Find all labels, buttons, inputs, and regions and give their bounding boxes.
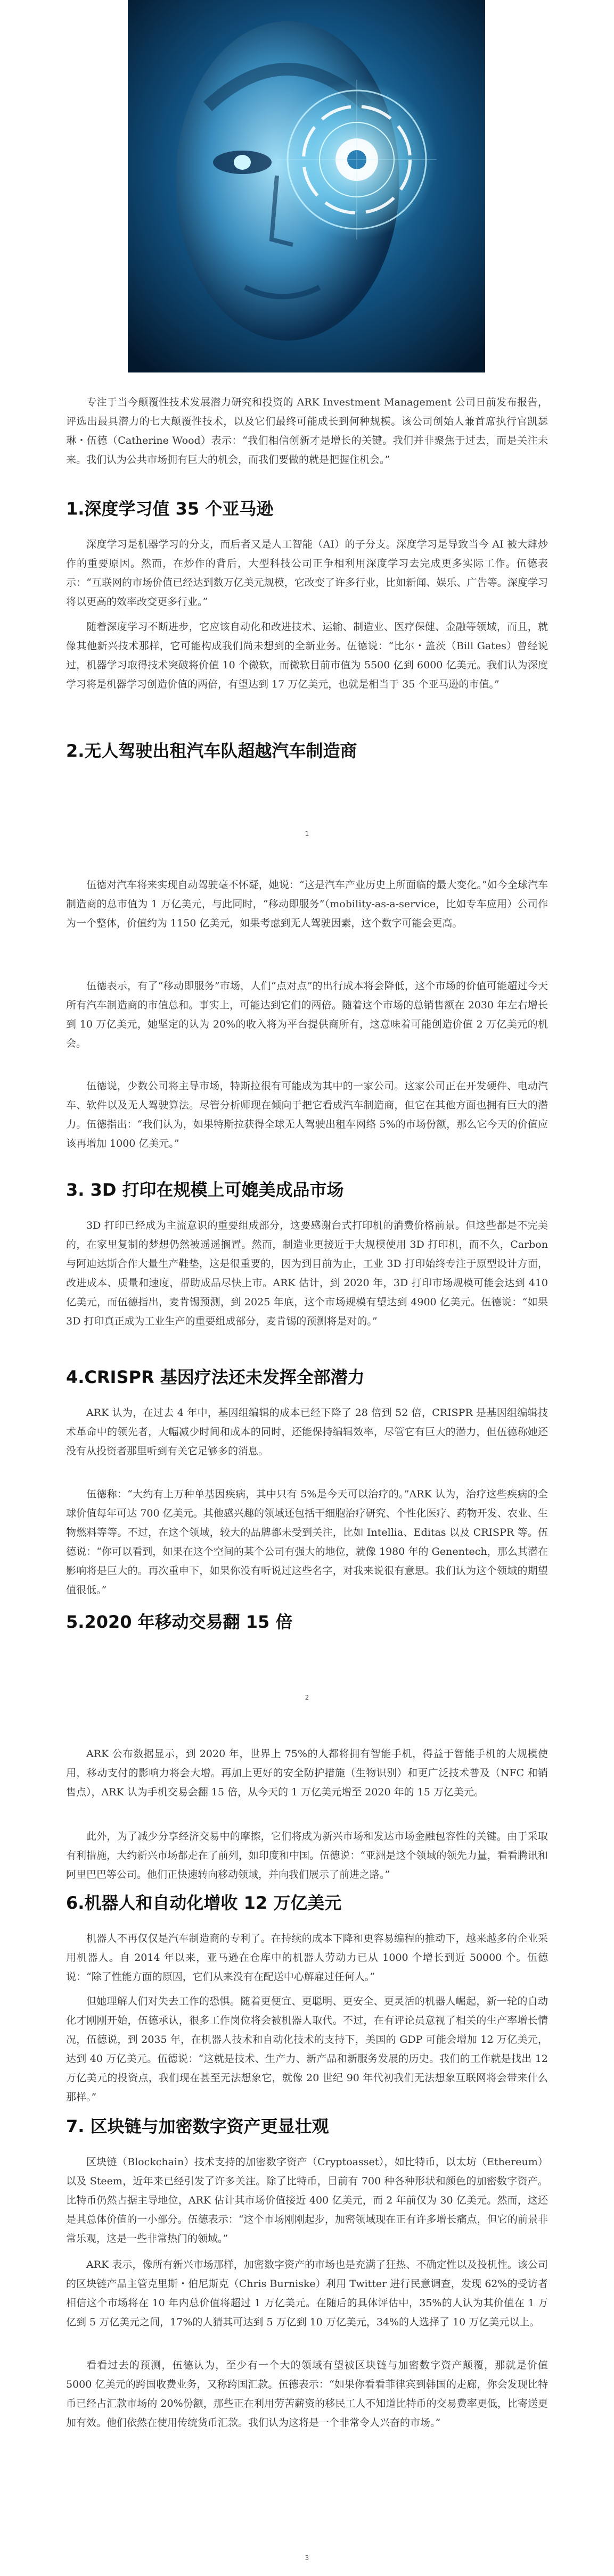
- section-6-paragraph-1: 机器人不再仅仅是汽车制造商的专利了。在持续的成本下降和更容易编程的推动下，越来越多的企业采用机器人。自 2014 年以来，亚马逊在仓库中的机器人劳动力已从 1000 个增长到近 50000 个。伍德说：“除了性能方面的原因，它们从来没有在配送中心解雇过任何人。”: [66, 1933, 548, 1983]
- section-7-paragraph-3: 看看过去的预测，伍德认为，至少有一个大的领域有望被区块链与加密数字资产颠覆，那就是价值 5000 亿美元的跨国收费业务，又称跨国汇款。伍德表示：“如果你看看菲律宾到韩国的走廊，你会发现比特币已经占汇款市场的 20%份额，那些正在利用劳苦薪资的移民工人不知道比特币的交易费率更低，比寄送更加有效。他们依然在使用传统货币汇款。我们认为这将是一个非常令人兴奋的市场。”: [66, 2359, 548, 2429]
- intro-paragraph: 专注于当今颠覆性技术发展潜力研究和投资的 ARK Investment Management 公司日前发布报告，评选出最具潜力的七大颠覆性技术，以及它们最终可能成长到何种规模。该公司创始人兼首席执行官凯瑟琳・伍德（Catherine Wood）表示：“我们相信创新才是增长的关键。我们并非聚焦于过去，而是关注未来。我们认为公共市场拥有巨大的机会，而我们要做的就是把握住机会。”: [66, 396, 548, 466]
- section-3-heading: 3. 3D 打印在规模上可媲美成品市场: [66, 1180, 344, 1200]
- section-7-paragraph-2: ARK 表示，像所有新兴市场那样，加密数字资产的市场也是充满了狂热、不确定性以及投机性。该公司的区块链产品主管克里斯・伯尼斯克（Chris Burniske）利用 Twitter 进行民意调查，发现 62%的受访者相信这个市场将在 10 年内总价值将超过 1 万亿美元。在随后的具体评估中，35%的人认为其价值在 1 万亿到 5 万亿美元之间，17%的人猜其可达到 5 万亿到 10 万亿美元，34%的人选择了 10 万亿美元以上。: [66, 2259, 548, 2328]
- section-2-paragraph-1: 伍德对汽车将来实现自动驾驶毫不怀疑，她说：“这是汽车产业历史上所面临的最大变化。”如今全球汽车制造商的总市值为 1 万亿美元，与此同时，“移动即服务”（mobility-as-a-service，比如专车应用）公司作为一个整体，价值约为 1150 亿美元，如果考虑到无人驾驶因素，这个数字可能会更高。: [66, 879, 548, 929]
- section-6-paragraph-2: 但她理解人们对失去工作的恐惧。随着更便宜、更聪明、更安全、更灵活的机器人崛起，新一轮的自动化才刚刚开始，伍德承认，很多工作岗位将会被机器人取代。不过，在有评论员意视了相关的生产率增长情况，伍德说，到 2035 年，在机器人技术和自动化技术的支持下，美国的 GDP 可能会增加 12 万亿美元，达到 40 万亿美元。伍德说：“这就是技术、生产力、新产品和新服务发展的历史。我们的工作就是找出 12 万亿美元的投资点，我们现在甚至无法想象它，就像 20 世纪 90 年代初我们无法想象互联网将会带来什么那样。”: [66, 1995, 548, 2103]
- section-7-paragraph-1: 区块链（Blockchain）技术支持的加密数字资产（Cryptoasset），如比特币，以太坊（Ethereum）以及 Steem，近年来已经引发了许多关注。除了比特币，目前有 700 种各种形状和颜色的加密数字资产。比特币仍然占据主导地位，ARK 估计其市场价值接近 400 亿美元，而 2 年前仅为 30 亿美元。然而，这还是其总体价值的一小部分。伍德表示：“这个市场刚刚起步，加密领域现在正有许多增长痛点，但它的前景非常乐观，这是一些非常热门的领域。”: [66, 2156, 548, 2244]
- section-4-paragraph-2: 伍德称：“大约有上万种单基因疾病，其中只有 5%是今天可以治疗的。”ARK 认为，治疗这些疾病的全球价值每年可达 700 亿美元。其他感兴趣的领域还包括干细胞治疗研究、个性化医疗、药物开发、农业、生物燃料等等。不过，在这个领域，较大的品牌都未受到关注，比如 Intellia、Editas 以及 CRISPR 等。伍德说：“你可以看到，如果在这个空间的某个公司有强大的地位，就像 1980 年的 Genentech，那么其潜在影响将是巨大的。再次重申下，如果你没有听说过这些名字，对我来说很有意思。我们认为这个领域的期望值很低。”: [66, 1488, 548, 1596]
- section-1-paragraph-1: 深度学习是机器学习的分支，而后者又是人工智能（AI）的子分支。深度学习是导致当今 AI 被大肆炒作的重要原因。然而，在炒作的背后，大型科技公司正争相利用深度学习去完成更多实际工作。伍德表示：“互联网的市场价值已经达到数万亿美元规模，它改变了许多行业，比如新闻、娱乐、广告等。深度学习将以更高的效率改变更多行业。”: [66, 539, 548, 608]
- section-1-heading: 1.深度学习值 35 个亚马逊: [66, 499, 274, 519]
- section-5-paragraph-1: ARK 公布数据显示，到 2020 年，世界上 75%的人都将拥有智能手机，得益于智能手机的大规模使用，移动支付的影响力将会大增。再加上更好的安全防护措施（生物识别）和更广泛技术普及（NFC 和销售点），ARK 认为手机交易会翻 15 倍，从今天的 1 万亿美元增至 2020 年的 15 万亿美元。: [66, 1748, 548, 1798]
- section-2-paragraph-3: 伍德说，少数公司将主导市场，特斯拉很有可能成为其中的一家公司。这家公司正在开发硬件、电动汽车、软件以及无人驾驶算法。尽管分析师现在倾向于把它看成汽车制造商，但它在其他方面也拥有巨大的潜力。伍德指出：“我们认为，如果特斯拉获得全球无人驾驶出租车网络 5%的市场份额，那么它今天的价值应该再增加 1000 亿美元。”: [66, 1080, 548, 1149]
- hero-face-illustration: [128, 0, 485, 372]
- hero-image: [128, 0, 485, 372]
- page-number-3: 3: [305, 2554, 309, 2562]
- section-4-heading: 4.CRISPR 基因疗法还未发挥全部潜力: [66, 1367, 365, 1387]
- hud-eye-icon: [277, 80, 437, 239]
- page-number-2: 2: [305, 1694, 309, 1701]
- page-number-1: 1: [305, 830, 309, 838]
- section-7-heading: 7. 区块链与加密数字资产更显壮观: [66, 2116, 329, 2136]
- section-6-heading: 6.机器人和自动化增收 12 万亿美元: [66, 1893, 342, 1913]
- section-2-heading: 2.无人驾驶出租汽车队超越汽车制造商: [66, 741, 357, 761]
- section-5-heading: 5.2020 年移动交易翻 15 倍: [66, 1612, 293, 1632]
- section-5-paragraph-2: 此外，为了减少分享经济交易中的摩擦，它们将成为新兴市场和发达市场金融包容性的关键。由于采取有利措施，大约新兴市场都走在了前列，如印度和中国。伍德说：“亚洲是这个领域的领先力量，看看腾讯和阿里巴巴等公司。他们正快速转向移动领域，并向我们展示了前进之路。”: [66, 1830, 548, 1881]
- section-1-paragraph-2: 随着深度学习不断进步，它应该自动化和改进技术、运输、制造业、医疗保健、金融等领域，而且，就像其他新兴技术那样，它可能构成我们尚未想到的全新业务。伍德说：“比尔・盖茨（Bill Gates）曾经说过，机器学习取得技术突破将价值 10 个微软，而微软目前市值为 5500 亿到 6000 亿美元。我们认为深度学习将是机器学习创造价值的两倍，有望达到 17 万亿美元，也就是相当于 35 个亚马逊的市值。”: [66, 621, 548, 690]
- section-2-paragraph-2: 伍德表示，有了“移动即服务”市场，人们“点对点”的出行成本将会降低，这个市场的价值可能超过今天所有汽车制造商的市值总和。事实上，可能达到它们的两倍。随着这个市场的总销售额在 2030 年左右增长到 10 万亿美元，她坚定的认为 20%的收入将为平台提供商所有，这意味着可能创造价值 2 万亿美元的机会。: [66, 980, 548, 1049]
- section-4-paragraph-1: ARK 认为，在过去 4 年中，基因组编辑的成本已经下降了 28 倍到 52 倍，CRISPR 是基因组编辑技术革命中的领先者，大幅减少时间和成本的同时，还能保持编辑效率，尽管它有巨大的潜力，但伍德称她还没有从投资者那里听到有关它足够多的消息。: [66, 1407, 548, 1457]
- section-3-paragraph-1: 3D 打印已经成为主流意识的重要组成部分，这要感谢台式打印机的消费价格前景。但这些都是不完美的，在家里复制的梦想仍然被遥遥搁置。然而，制造业更接近于大规模使用 3D 打印机，而不久，Carbon 与阿迪达斯合作大量生产鞋垫，这是很重要的，因为到目前为止，工业 3D 打印始终专注于原型设计方面，改进成本、质量和速度，帮助成品尽快上市。ARK 估计，到 2020 年，3D 打印市场规模可能会达到 410 亿美元，而伍德指出，麦肯锡预测，到 2025 年底，这个市场规模有望达到 4900 亿美元。伍德说：“如果 3D 打印真正成为工业生产的重要组成部分，麦肯锡的预测将是对的。”: [66, 1220, 548, 1327]
